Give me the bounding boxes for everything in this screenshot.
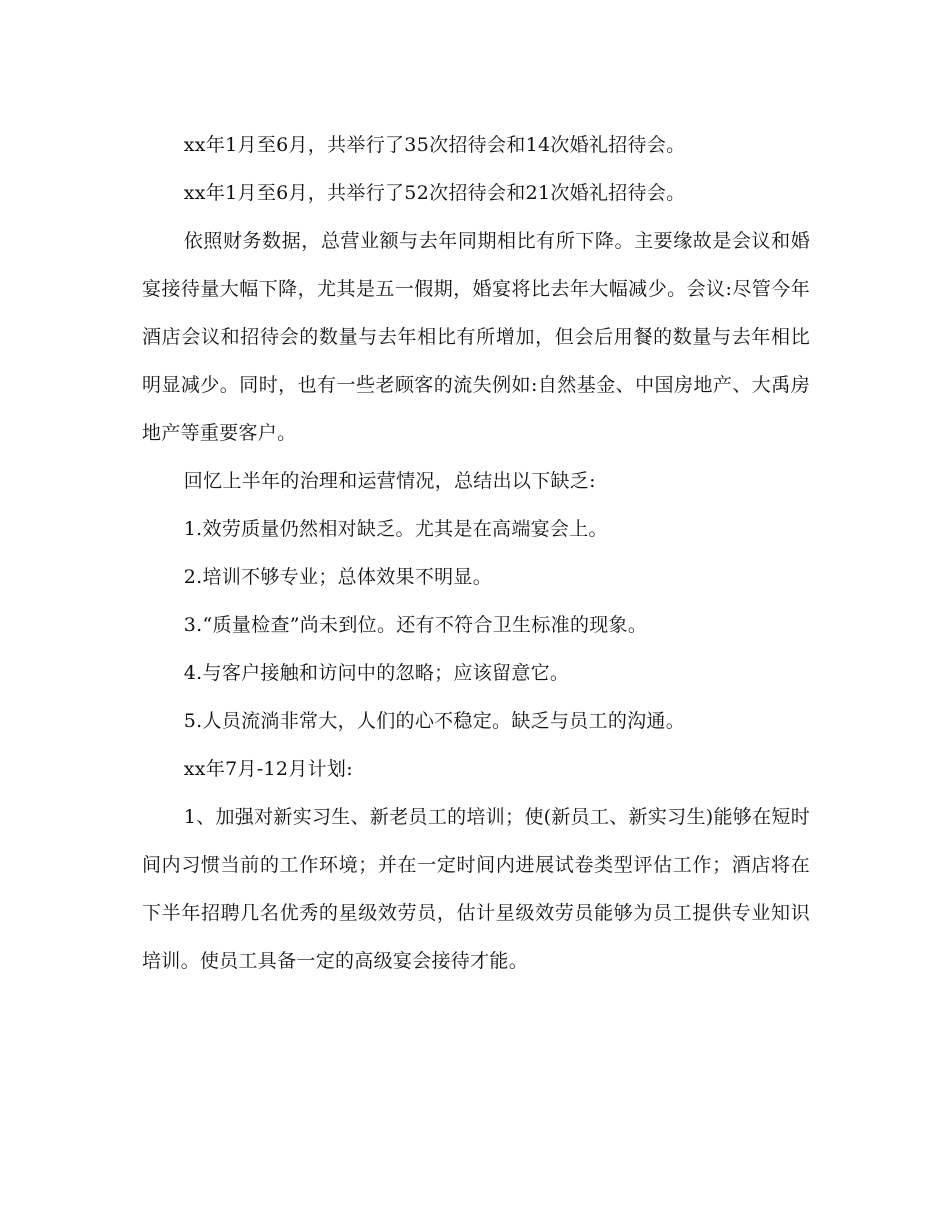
list-item-service-quality: 1.效劳质量仍然相对缺乏。尤其是在高端宴会上。 [183,518,608,540]
list-item-quality-check: 3.“质量检查”尚未到位。还有不符合卫生标准的现象。 [183,614,648,636]
paragraph-financial-analysis: 依照财务数据，总营业额与去年同期相比有所下降。主要缘故是会议和婚宴接待量大幅下降，尤其是五一假期，婚宴将比去年大幅减少。会议:尽管今年酒店会议和招待会的数量与去年相比有所增加，但会后用餐的数量与去年相比明显减少。同时，也有一些老顾客的流失例如:自然基金、中国房地产、大禹房地产等重要客户。 [142,230,810,444]
list-item-staff-turnover: 5.人员流淌非常大，人们的心不稳定。缺乏与员工的沟通。 [183,710,686,732]
list-item-client-contact: 4.与客户接触和访问中的忽略；应该留意它。 [183,662,570,684]
paragraph-review-intro: 回忆上半年的治理和运营情况，总结出以下缺乏: [183,470,596,492]
paragraph-reception-count-2: xx年1月至6月，共举行了52次招待会和21次婚礼招待会。 [183,182,686,204]
section-heading-plan: xx年7月-12月计划: [183,758,353,780]
plan-item-training: 1、加强对新实习生、新老员工的培训；使(新员工、新实习生)能够在短时间内习惯当前的工作环境；并在一定时间内进展试卷类型评估工作；酒店将在下半年招聘几名优秀的星级效劳员，估计星级效劳员能够为员工提供专业知识培训。使员工具备一定的高级宴会接待才能。 [142,806,810,972]
paragraph-reception-count-1: xx年1月至6月，共举行了35次招待会和14次婚礼招待会。 [183,134,686,156]
list-item-training: 2.培训不够专业；总体效果不明显。 [183,566,493,588]
document-body [142,121,810,985]
